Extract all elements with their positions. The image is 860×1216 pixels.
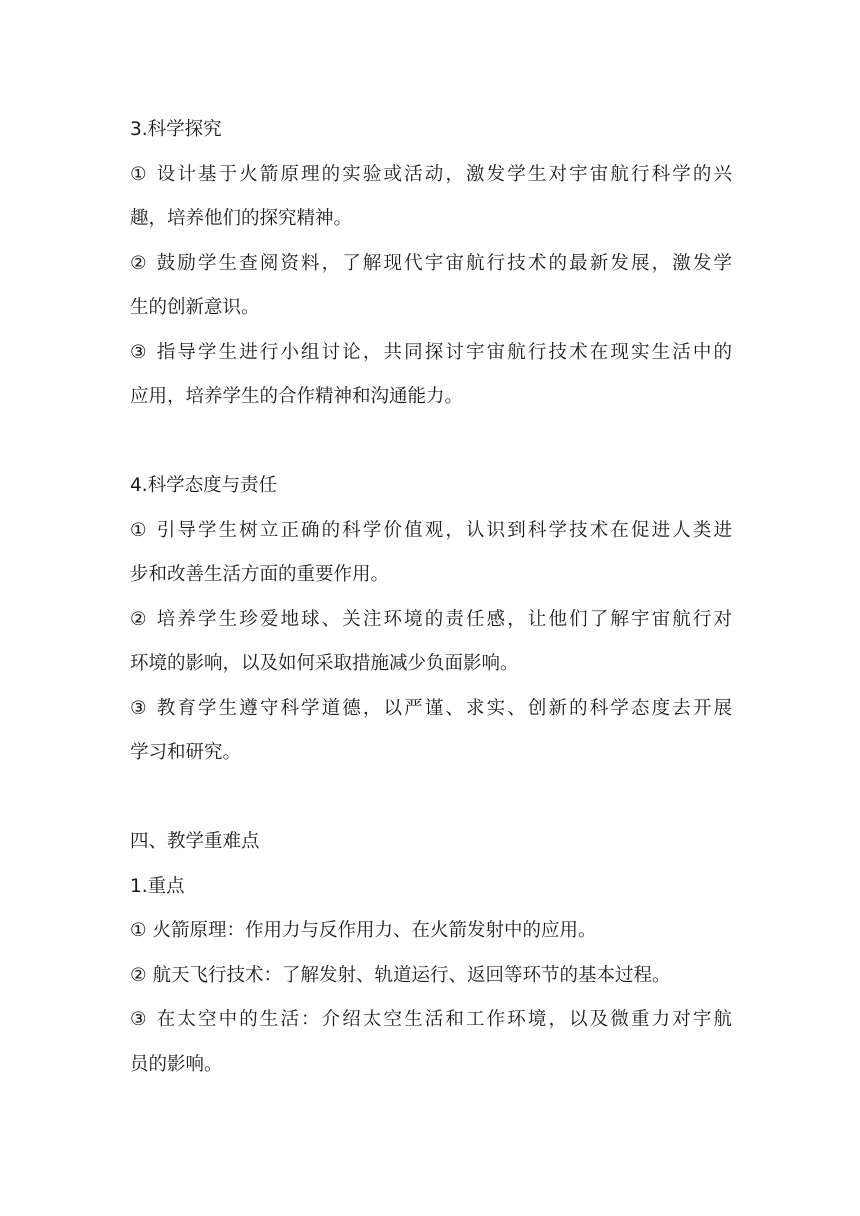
chapter-heading: 四、教学重难点 bbox=[130, 831, 260, 852]
list-item bbox=[130, 998, 732, 1087]
list-item bbox=[130, 509, 732, 598]
paragraph-line: 环境的影响，以及如何采取措施减少负面影响。 bbox=[130, 653, 519, 674]
list-item bbox=[130, 153, 732, 242]
paragraph-line: 学习和研究。 bbox=[130, 742, 242, 763]
paragraph-line: 应用，培养学生的合作精神和沟通能力。 bbox=[130, 386, 464, 407]
paragraph-line: 生的创新意识。 bbox=[130, 297, 260, 318]
document-page bbox=[130, 108, 732, 1087]
paragraph-line: 趣，培养他们的探究精神。 bbox=[130, 208, 353, 229]
paragraph-line: ③ 在太空中的生活：介绍太空生活和工作环境，以及微重力对宇航 bbox=[130, 1009, 732, 1030]
blank-line bbox=[130, 420, 732, 465]
paragraph-line: ③ 教育学生遵守科学道德，以严谨、求实、创新的科学态度去开展 bbox=[130, 697, 732, 719]
paragraph-line: ① 设计基于火箭原理的实验或活动，激发学生对宇宙航行科学的兴 bbox=[130, 163, 732, 185]
list-item bbox=[130, 331, 732, 420]
section-heading-science-inquiry: 3.科学探究 bbox=[130, 119, 222, 140]
list-item bbox=[130, 242, 732, 331]
paragraph-line: 步和改善生活方面的重要作用。 bbox=[130, 564, 390, 585]
paragraph-line: ① 火箭原理：作用力与反作用力、在火箭发射中的应用。 bbox=[130, 920, 597, 941]
sub-heading-key-points: 1.重点 bbox=[130, 875, 185, 897]
blank-line bbox=[130, 776, 732, 821]
paragraph-line: ② 培养学生珍爱地球、关注环境的责任感，让他们了解宇宙航行对 bbox=[130, 608, 732, 630]
list-item bbox=[130, 687, 732, 776]
paragraph-line: ② 鼓励学生查阅资料，了解现代宇宙航行技术的最新发展，激发学 bbox=[130, 252, 732, 274]
section-heading-science-attitude: 4.科学态度与责任 bbox=[130, 475, 278, 496]
paragraph-line: ① 引导学生树立正确的科学价值观，认识到科学技术在促进人类进 bbox=[130, 519, 732, 541]
list-item bbox=[130, 954, 732, 999]
list-item bbox=[130, 909, 732, 954]
list-item bbox=[130, 598, 732, 687]
paragraph-line: ② 航天飞行技术：了解发射、轨道运行、返回等环节的基本过程。 bbox=[130, 964, 671, 986]
paragraph-line: 员的影响。 bbox=[130, 1053, 223, 1075]
paragraph-line: ③ 指导学生进行小组讨论，共同探讨宇宙航行技术在现实生活中的 bbox=[130, 341, 732, 363]
